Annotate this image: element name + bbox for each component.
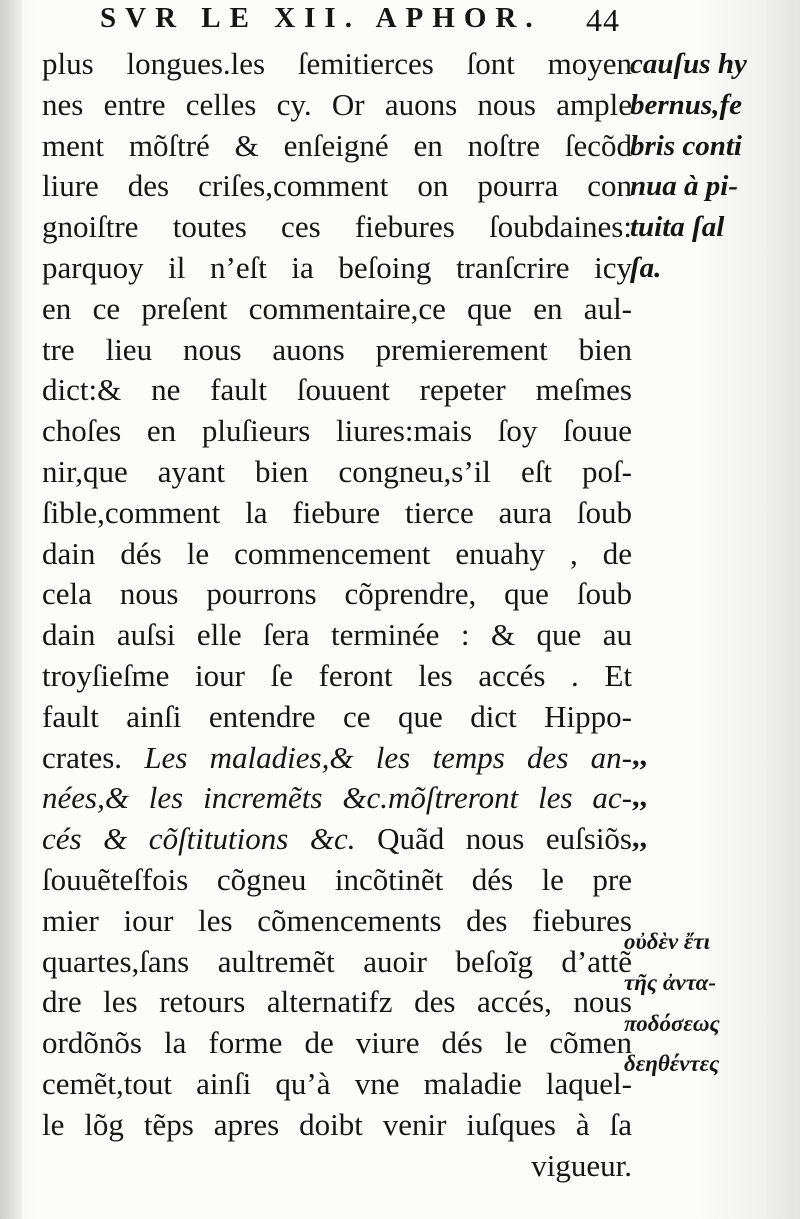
- main-text-block: [42, 44, 632, 1186]
- quotation-marks: [632, 738, 692, 860]
- hippocrates-quote-text: Les maladies,& les temps des an-: [144, 739, 632, 775]
- text-line: dain dés le commencement enuahy , de: [42, 535, 632, 571]
- quote-mark: ,,: [632, 820, 647, 854]
- text-line: ſible,comment la fiebure tierce aura ſoub: [42, 494, 632, 530]
- margin-note-line: tuita ſal: [630, 211, 725, 244]
- margin-note-line: nua à pi-: [630, 170, 738, 203]
- page-number: 44: [586, 2, 620, 38]
- margin-note-line: δεηθέντες: [624, 1051, 720, 1077]
- text-line: troyſieſme iour ſe feront les accés . Et: [42, 657, 632, 693]
- text-line: ordõnõs la forme de viure dés le cõmen: [42, 1025, 632, 1061]
- margin-note-line: ποδόσεως: [624, 1010, 720, 1036]
- quote-trail-text: Quãd nous euſsiõs: [377, 821, 632, 857]
- text-line: parquoy il n’eſt ia beſoing tranſcrire icy: [42, 249, 632, 285]
- running-title: SVR LE XII. APHOR.: [100, 2, 542, 34]
- text-line: gnoiſtre toutes ces fiebures ſoubdaines:: [42, 209, 632, 245]
- text-line: choſes en pluſieurs liures:mais ſoy ſouue: [42, 413, 632, 449]
- hippocrates-quote-text: nées,& les incremẽts &c.mõſtreront les ac-: [42, 780, 632, 816]
- quote-mark: ,,: [632, 779, 647, 813]
- text-line: tre lieu nous auons premierement bien: [42, 331, 632, 367]
- text-line: cela nous pourrons cõprendre, que ſoub: [42, 576, 632, 612]
- quote-line: [42, 738, 632, 779]
- margin-note-line: τῆς ἀντα-: [624, 969, 717, 995]
- text-line: le lõg tẽps apres doibt venir iuſques à ſa: [42, 1106, 632, 1142]
- page-gutter-shadow: [0, 0, 22, 1219]
- latin-margin-note: [630, 44, 780, 289]
- margin-note-line: bernus,fe: [630, 88, 742, 121]
- text-line: quartes,ſans aultremẽt auoir beſoĩg d’attẽ: [42, 943, 632, 979]
- text-line: en ce preſent commentaire,ce que en aul-: [42, 290, 632, 326]
- text-line: dre les retours alternatifz des accés, nous: [42, 984, 632, 1020]
- text-line: nes entre celles cy. Or auons nous ample: [42, 86, 632, 122]
- greek-margin-note: [624, 922, 794, 1085]
- text-line: cemẽt,tout ainſi qu’à vne maladie laquel-: [42, 1065, 632, 1101]
- margin-note-line: bris conti: [630, 129, 742, 162]
- final-line: vigueur.: [531, 1147, 632, 1183]
- quote-mark: ,,: [632, 739, 647, 772]
- text-line: ment mõſtré & enſeigné en noſtre ſecõd: [42, 127, 632, 163]
- margin-note-line: cauſus hy: [630, 48, 747, 80]
- text-line: liure des criſes,comment on pourra con: [42, 168, 632, 204]
- text-line: mier iour les cõmencements des fiebures: [42, 902, 632, 938]
- text-line: fault ainſi entendre ce que dict Hippo-: [42, 698, 632, 734]
- quote-line: [42, 819, 632, 860]
- running-header: [100, 2, 640, 42]
- text-line: nir,que ayant bien congneu,s’il eſt poſ-: [42, 453, 632, 489]
- quote-lead-text: crates.: [42, 739, 123, 775]
- margin-note-line: ſa.: [630, 251, 662, 284]
- hippocrates-quote-text: cés & cõſtitutions &c.: [42, 821, 356, 857]
- text-line: plus longues.les ſemitierces ſont moyen: [42, 46, 632, 81]
- text-line: dict:& ne fault ſouuent repeter meſmes: [42, 372, 632, 408]
- margin-note-line: οὐδὲν ἔτι: [624, 929, 710, 954]
- text-line: ſouuẽteſfois cõgneu incõtinẽt dés le pre: [42, 861, 632, 897]
- text-line: dain auſsi elle ſera terminée : & que au: [42, 617, 632, 653]
